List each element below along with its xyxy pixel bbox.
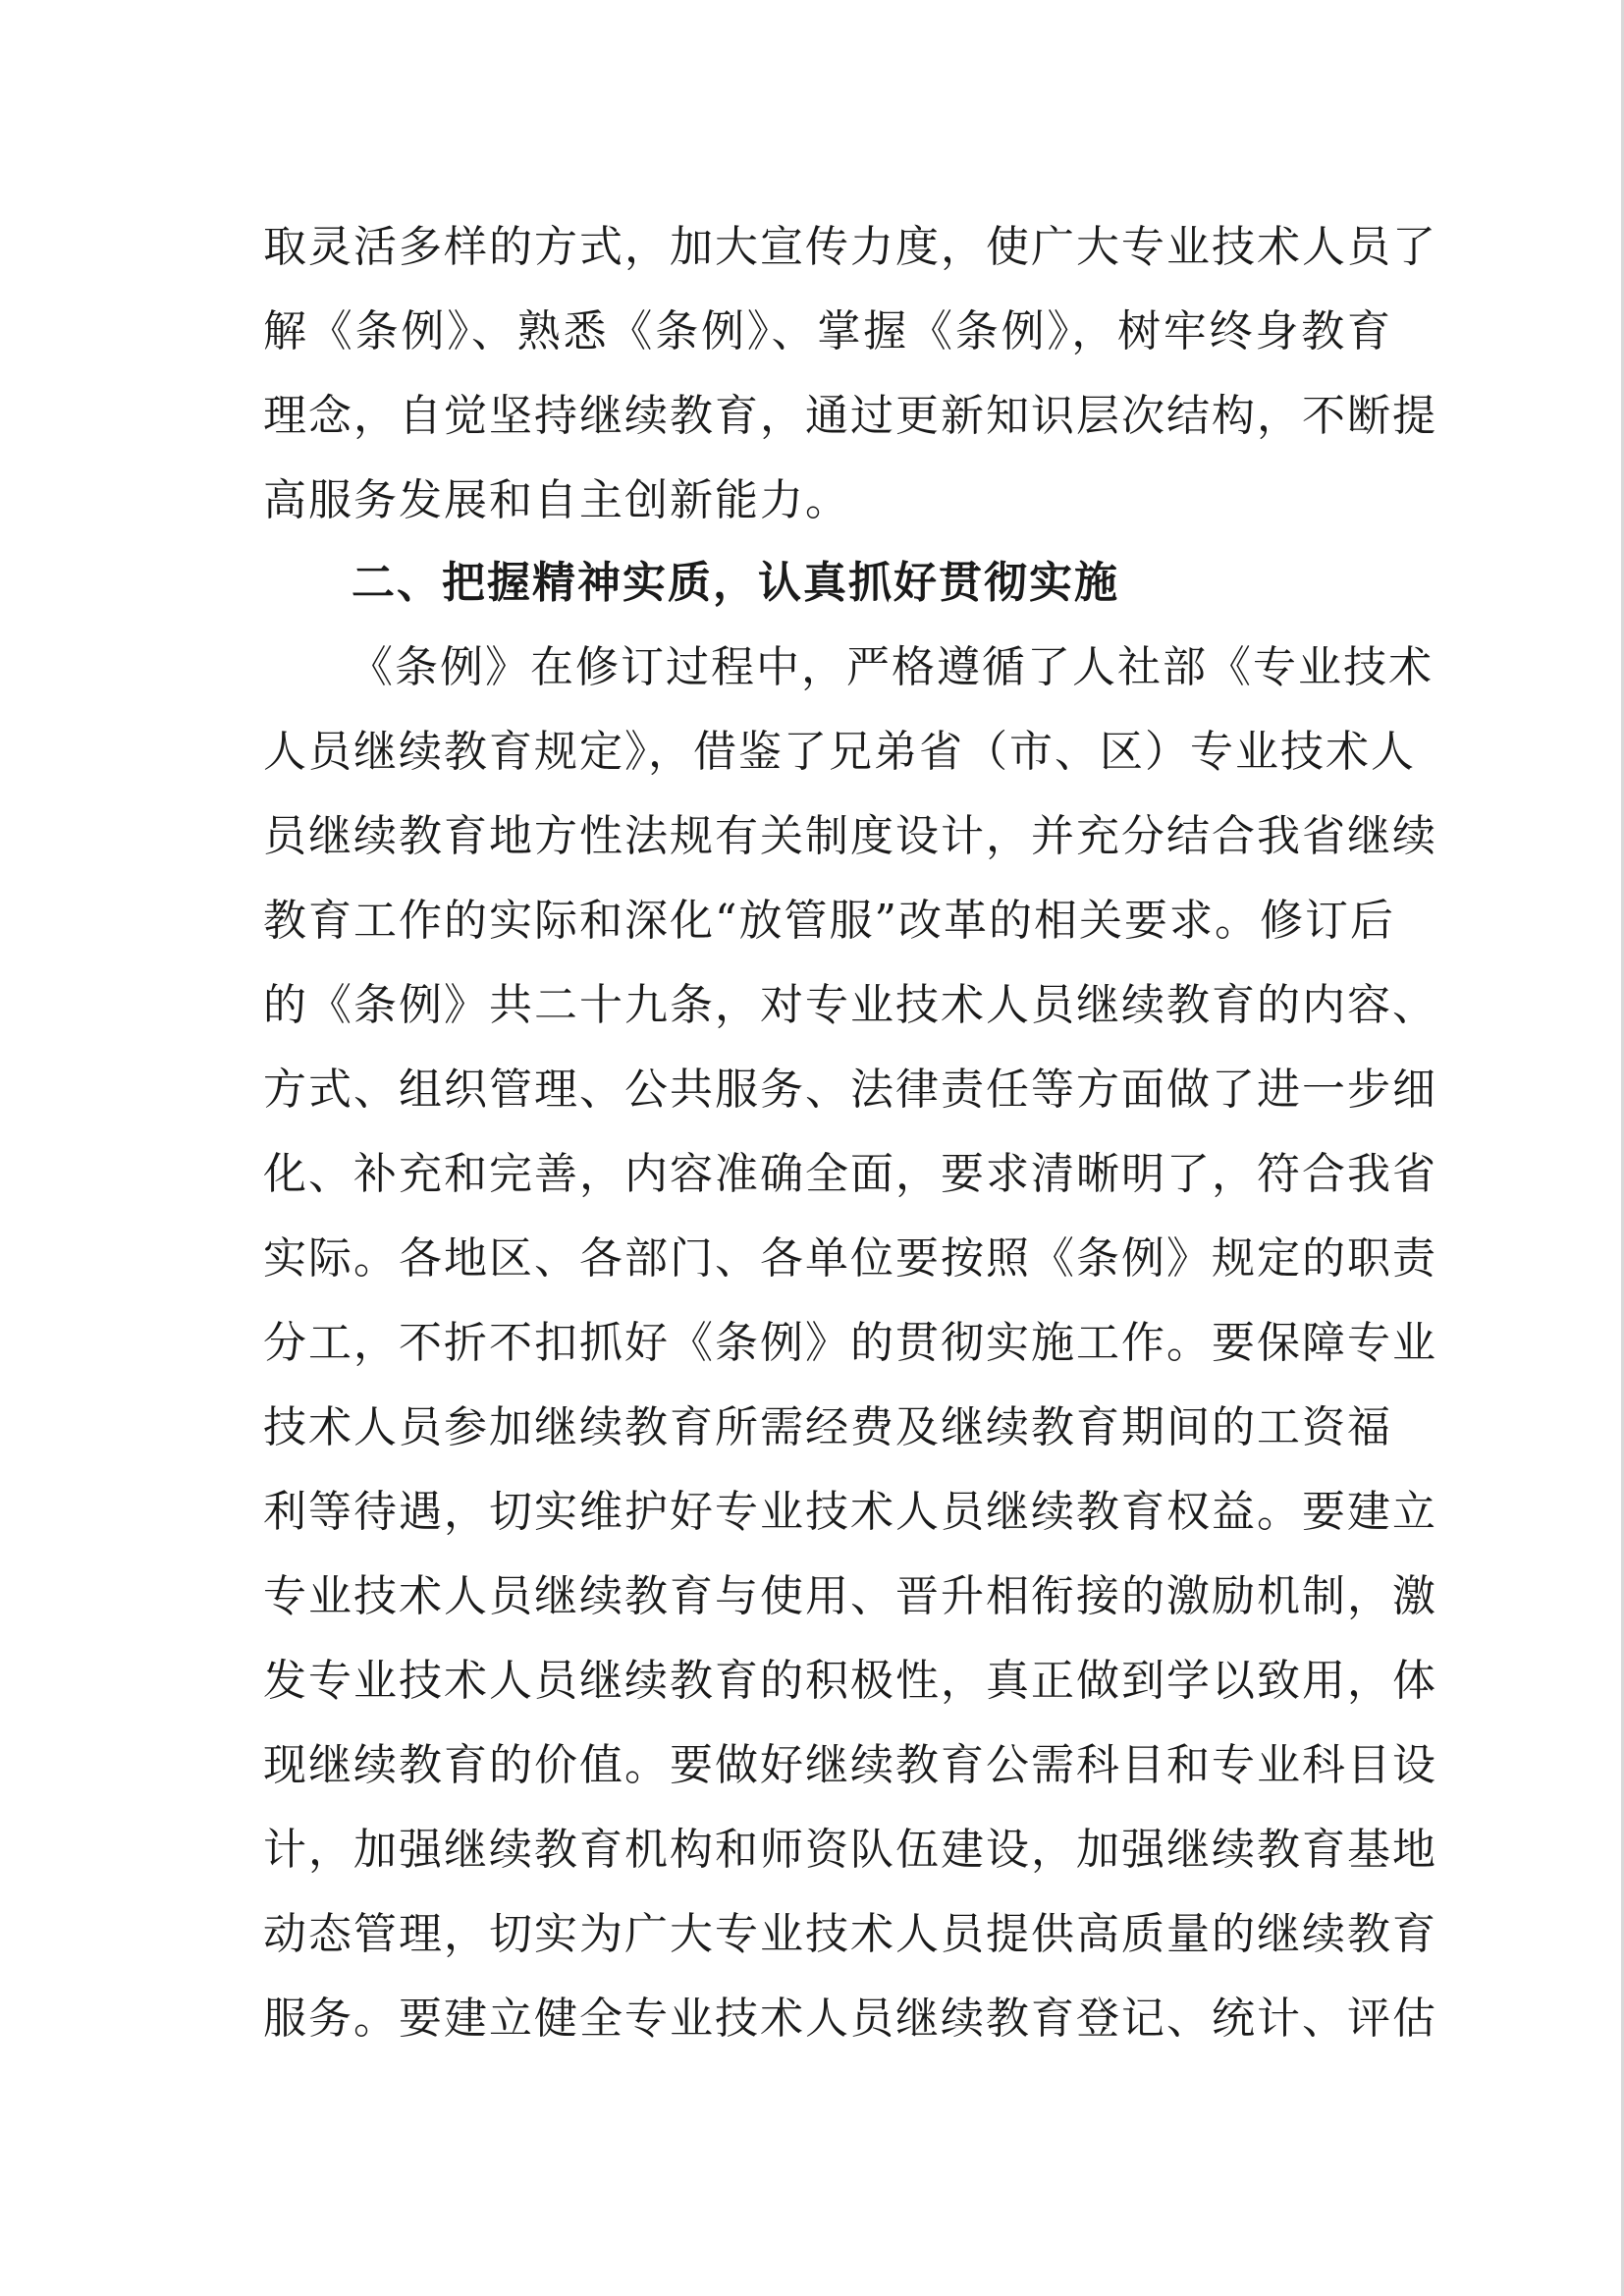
text-line: 计，加强继续教育机构和师资队伍建设，加强继续教育基地: [263, 1825, 1437, 1875]
text-line: 的《条例》共二十九条，对专业技术人员继续教育的内容、: [263, 980, 1437, 1030]
text-line: 技术人员参加继续教育所需经费及继续教育期间的工资福: [263, 1402, 1392, 1452]
section-heading: 二、把握精神实质，认真抓好贯彻实施: [352, 558, 1119, 608]
text-line: 分工，不折不扣抓好《条例》的贯彻实施工作。要保障专业: [263, 1318, 1437, 1368]
text-line: 解《条例》、熟悉《条例》、掌握《条例》，树牢终身教育: [263, 306, 1392, 356]
text-line: 服务。要建立健全专业技术人员继续教育登记、统计、评估: [263, 1994, 1437, 2044]
text-line: 高服务发展和自主创新能力。: [263, 475, 850, 525]
text-line: 理念，自觉坚持继续教育，通过更新知识层次结构，不断提: [263, 391, 1437, 441]
text-line: 方式、组织管理、公共服务、法律责任等方面做了进一步细: [263, 1065, 1437, 1115]
text-line: 取灵活多样的方式，加大宣传力度，使广大专业技术人员了: [263, 222, 1437, 272]
text-line: 发专业技术人员继续教育的积极性，真正做到学以致用，体: [263, 1656, 1437, 1706]
text-line: 化、补充和完善，内容准确全面，要求清晰明了，符合我省: [263, 1149, 1437, 1199]
text-line: 实际。各地区、各部门、各单位要按照《条例》规定的职责: [263, 1233, 1437, 1284]
text-line: 专业技术人员继续教育与使用、晋升相衔接的激励机制，激: [263, 1571, 1437, 1621]
text-line: 动态管理，切实为广大专业技术人员提供高质量的继续教育: [263, 1909, 1437, 1959]
text-line: 利等待遇，切实维护好专业技术人员继续教育权益。要建立: [263, 1487, 1437, 1537]
text-line: 人员继续教育规定》，借鉴了兄弟省（市、区）专业技术人: [263, 727, 1416, 777]
text-line: 《条例》在修订过程中，严格遵循了人社部《专业技术: [350, 642, 1434, 692]
text-line: 员继续教育地方性法规有关制度设计，并充分结合我省继续: [263, 811, 1437, 861]
text-line: 现继续教育的价值。要做好继续教育公需科目和专业科目设: [263, 1740, 1437, 1790]
text-line: 教育工作的实际和深化“放管服”改革的相关要求。修订后: [263, 896, 1395, 946]
